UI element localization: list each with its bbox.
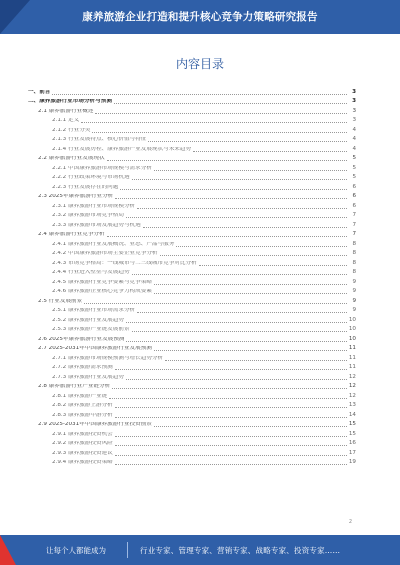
report-header xyxy=(0,0,400,34)
toc-entry-title: 2.5.3 康养旅游产业链发展前景 xyxy=(52,327,130,333)
toc-entry[interactable] xyxy=(28,428,356,438)
toc-entry-title: 2.7.3 康养旅游行业发展趋势 xyxy=(52,374,124,380)
toc-leader-dots xyxy=(115,417,347,418)
toc-entry[interactable] xyxy=(28,210,356,220)
toc-entry-page: 6 xyxy=(352,183,356,190)
toc-leader-dots xyxy=(126,379,347,380)
toc-leader-dots xyxy=(132,331,347,332)
toc-entry-title: 2.1.1 定义 xyxy=(52,118,80,124)
toc-entry-title: 2.5 行业发展前景 xyxy=(38,298,83,304)
report-title: 康养旅游企业打造和提升核心竞争力策略研究报告 xyxy=(82,11,318,23)
toc-leader-dots xyxy=(143,227,347,228)
toc-leader-dots xyxy=(132,179,347,180)
toc-entry-page: 15 xyxy=(348,430,356,437)
toc-entry[interactable] xyxy=(28,248,356,258)
toc-entry-title: 2.5.2 康养旅游行业发展趋势 xyxy=(52,317,124,323)
toc-entry[interactable] xyxy=(28,352,356,362)
toc-entry-title: 2.2.2 行业政策环境与市场机遇 xyxy=(52,175,130,181)
toc-entry-title: 2.4.6 康养旅游企业核心竞争力构成要素 xyxy=(52,289,152,295)
toc-leader-dots xyxy=(115,455,347,456)
toc-leader-dots xyxy=(126,341,347,342)
toc-entry-title: 2.4.1 康养旅游行业发展概况、业态、产品与服务 xyxy=(52,241,175,247)
toc-entry[interactable] xyxy=(28,276,356,286)
toc-leader-dots xyxy=(109,398,347,399)
toc-entry-page: 3 xyxy=(352,107,356,114)
toc-entry-title: 2.3.2 康养旅游市场竞争格局 xyxy=(52,213,124,219)
toc-leader-dots xyxy=(107,236,347,237)
toc-entry-page: 8 xyxy=(352,259,356,266)
toc-leader-dots xyxy=(81,122,347,123)
toc-entry[interactable] xyxy=(28,134,356,144)
toc-entry-page: 6 xyxy=(352,202,356,209)
toc-leader-dots xyxy=(160,255,347,256)
toc-entry-title: 2.1.3 行业发展特点、核心价值与特征 xyxy=(52,137,147,143)
toc-entry-title: 二、康养旅游行业市场分析与预测 xyxy=(28,99,112,105)
toc-entry[interactable] xyxy=(28,153,356,163)
toc-entry-title: 2.6 2025年康养旅游行业发展预测 xyxy=(38,336,125,342)
toc-entry[interactable] xyxy=(28,457,356,467)
toc-entry-page: 3 xyxy=(352,88,356,95)
toc-leader-dots xyxy=(193,151,347,152)
toc-entry[interactable] xyxy=(28,200,356,210)
toc-leader-dots xyxy=(137,208,347,209)
toc-entry-page: 9 xyxy=(352,278,356,285)
toc-entry[interactable] xyxy=(28,333,356,343)
toc-entry-title: 2.2.3 行业发展存在的问题 xyxy=(52,184,119,190)
toc-entry-page: 9 xyxy=(352,307,356,314)
toc-entry[interactable] xyxy=(28,86,356,96)
toc-leader-dots xyxy=(154,284,347,285)
toc-leader-dots xyxy=(126,322,347,323)
toc-entry-page: 14 xyxy=(348,411,356,418)
toc-entry-page: 7 xyxy=(352,221,356,228)
toc-leader-dots xyxy=(132,274,347,275)
toc-entry[interactable] xyxy=(28,172,356,182)
toc-entry[interactable] xyxy=(28,409,356,419)
toc-entry-page: 19 xyxy=(348,459,356,466)
toc-leader-dots xyxy=(92,132,347,133)
toc-entry-title: 2.5.1 康养旅游行业市场需求分析 xyxy=(52,308,136,314)
toc-leader-dots xyxy=(154,350,347,351)
toc-entry[interactable] xyxy=(28,96,356,106)
toc-entry-page: 5 xyxy=(352,155,356,162)
toc-leader-dots xyxy=(165,360,347,361)
toc-entry-title: 2.2 康养旅游行业发展现状 xyxy=(38,156,105,162)
toc-entry[interactable] xyxy=(28,124,356,134)
toc-entry-page: 12 xyxy=(348,373,356,380)
toc-entry-title: 2.9.2 康养旅游投资风险 xyxy=(52,441,113,447)
toc-entry[interactable] xyxy=(28,115,356,125)
toc-entry-page: 4 xyxy=(352,126,356,133)
toc-entry-title: 2.7.1 康养旅游市场规模预测与增长趋势分析 xyxy=(52,355,164,361)
toc-entry-page: 13 xyxy=(348,402,356,409)
toc-leader-dots xyxy=(199,265,347,266)
toc-entry[interactable] xyxy=(28,438,356,448)
toc-entry-title: 2.4.3 市场竞争格局：一线城市与二三线城市竞争对比分析 xyxy=(52,260,197,266)
toc-leader-dots xyxy=(114,103,347,104)
toc-entry-title: 2.8.1 康养旅游产业链 xyxy=(52,393,108,399)
toc-entry[interactable] xyxy=(28,143,356,153)
toc-entry[interactable] xyxy=(28,390,356,400)
toc-entry[interactable] xyxy=(28,295,356,305)
toc-entry[interactable] xyxy=(28,257,356,267)
toc-entry-page: 11 xyxy=(348,364,356,371)
toc-entry-title: 2.4.4 行业进入壁垒与发展趋势 xyxy=(52,270,130,276)
toc-leader-dots xyxy=(84,303,347,304)
toc-entry[interactable] xyxy=(28,324,356,334)
toc-entry-page: 7 xyxy=(352,212,356,219)
toc-entry[interactable] xyxy=(28,191,356,201)
toc-entry-title: 2.9 2025-2031年中国康养旅游行业投资前景 xyxy=(38,422,152,428)
toc-entry-page: 12 xyxy=(348,383,356,390)
toc-leader-dots xyxy=(112,388,347,389)
toc-entry-page: 8 xyxy=(352,250,356,257)
toc-entry-title: 2.8.3 康养旅游中游分析 xyxy=(52,412,113,418)
toc-entry-page: 3 xyxy=(352,98,356,105)
toc-entry-page: 8 xyxy=(352,269,356,276)
toc-entry[interactable] xyxy=(28,181,356,191)
toc-entry-title: 2.4.5 康养旅游行业竞争要素与竞争策略 xyxy=(52,279,152,285)
toc-entry-page: 11 xyxy=(348,345,356,352)
toc-leader-dots xyxy=(154,426,347,427)
footer-divider xyxy=(127,542,128,558)
toc-entry[interactable] xyxy=(28,219,356,229)
toc-entry-title: 2.8.2 康养旅游上游分析 xyxy=(52,403,113,409)
page-number: 2 xyxy=(348,519,352,525)
toc-entry-title: 2.2.1 中国康养旅游市场规模与需求分析 xyxy=(52,165,152,171)
toc-entry-page: 4 xyxy=(352,136,356,143)
toc-entry-page: 9 xyxy=(352,297,356,304)
toc-leader-dots xyxy=(115,198,347,199)
toc-entry-page: 16 xyxy=(348,440,356,447)
toc-entry-title: 2.3 2025年康养旅游行业分析 xyxy=(38,194,114,200)
toc-leader-dots xyxy=(115,369,347,370)
toc-leader-dots xyxy=(126,217,347,218)
toc-entry[interactable] xyxy=(28,343,356,353)
footer-accent-shape xyxy=(0,535,16,565)
toc-entry-title: 2.7.2 康养旅游需求预测 xyxy=(52,365,113,371)
toc-entry[interactable] xyxy=(28,314,356,324)
toc-leader-dots xyxy=(120,189,347,190)
toc-entry-page: 5 xyxy=(352,174,356,181)
toc-entry-title: 2.4.2 中国康养旅游市场主要企业竞争分析 xyxy=(52,251,158,257)
toc-entry-title: 2.4 康养旅游行业竞争分析 xyxy=(38,232,105,238)
toc-entry-title: 2.9.1 康养旅游投资机会 xyxy=(52,431,113,437)
toc-entry-title: 2.1.2 行业分类 xyxy=(52,127,91,133)
toc-leader-dots xyxy=(115,464,347,465)
toc-entry[interactable] xyxy=(28,447,356,457)
toc-leader-dots xyxy=(137,312,347,313)
toc-entry[interactable] xyxy=(28,419,356,429)
toc-leader-dots xyxy=(148,141,347,142)
toc-entry[interactable] xyxy=(28,400,356,410)
toc-leader-dots xyxy=(154,293,347,294)
toc-entry-title: 2.8 康养旅游行业产业链分析 xyxy=(38,384,111,390)
toc-entry[interactable] xyxy=(28,238,356,248)
toc-entry[interactable] xyxy=(28,229,356,239)
toc-leader-dots xyxy=(95,113,347,114)
toc-entry[interactable] xyxy=(28,362,356,372)
toc-entry-page: 6 xyxy=(352,193,356,200)
toc-entry[interactable] xyxy=(28,305,356,315)
toc-entry-title: 一、前言 xyxy=(28,89,51,95)
report-footer xyxy=(0,535,400,565)
toc-entry[interactable] xyxy=(28,162,356,172)
toc-entry-page: 11 xyxy=(348,354,356,361)
toc-entry-page: 10 xyxy=(348,326,356,333)
toc-entry[interactable] xyxy=(28,381,356,391)
toc-leader-dots xyxy=(115,407,347,408)
toc-leader-dots xyxy=(115,445,347,446)
toc-leader-dots xyxy=(52,94,347,95)
toc-entry-page: 3 xyxy=(352,117,356,124)
toc-entry-title: 2.9.4 康养旅游投资策略 xyxy=(52,460,113,466)
toc-entry-title: 2.1.4 行业发展历程、康养旅游产业发展现状与未来趋势 xyxy=(52,146,192,152)
toc-leader-dots xyxy=(154,170,347,171)
footer-slogan: 让每个人都能成为 xyxy=(46,546,106,555)
toc-entry-page: 17 xyxy=(348,449,356,456)
toc-entry-page: 10 xyxy=(348,335,356,342)
toc-leader-dots xyxy=(115,436,347,437)
toc-entry-page: 12 xyxy=(348,392,356,399)
footer-tagline: 行业专家、管理专家、营销专家、战略专家、投资专家…… xyxy=(140,546,341,555)
toc-entry[interactable] xyxy=(28,267,356,277)
toc-entry-page: 15 xyxy=(348,421,356,428)
toc-entry-page: 7 xyxy=(352,231,356,238)
toc-heading: 内容目录 xyxy=(175,57,224,71)
toc-entry-title: 2.9.3 康养旅游投资建议 xyxy=(52,450,113,456)
toc-entry[interactable] xyxy=(28,286,356,296)
toc-entry-page: 10 xyxy=(348,316,356,323)
toc-entry-title: 2.7 2025-2031年中国康养旅游行业发展预测 xyxy=(38,346,152,352)
toc-entry-page: 9 xyxy=(352,288,356,295)
toc-entry-title: 2.3.3 康养旅游市场发展趋势与机遇 xyxy=(52,222,141,228)
toc-entry-title: 2.3.1 康养旅游行业市场规模分析 xyxy=(52,203,136,209)
toc-entry-page: 5 xyxy=(352,164,356,171)
table-of-contents xyxy=(28,86,356,466)
toc-entry[interactable] xyxy=(28,105,356,115)
toc-leader-dots xyxy=(107,160,347,161)
toc-entry[interactable] xyxy=(28,371,356,381)
toc-entry-title: 2.1 康养旅游行业概述 xyxy=(38,108,94,114)
toc-leader-dots xyxy=(176,246,347,247)
toc-entry-page: 4 xyxy=(352,145,356,152)
toc-entry-page: 8 xyxy=(352,240,356,247)
